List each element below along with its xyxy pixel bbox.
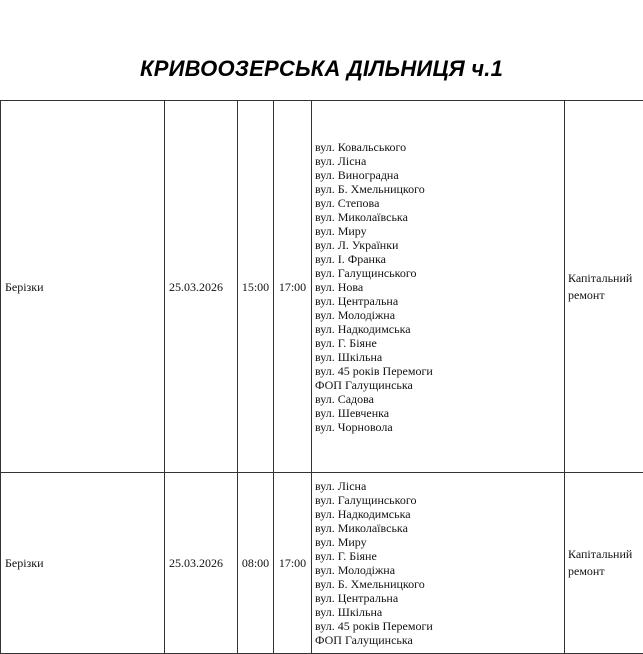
end-time-cell: 17:00	[274, 101, 312, 473]
start-time-cell: 15:00	[238, 101, 274, 473]
reason-cell	[565, 101, 643, 473]
street-item: вул. Центральна	[315, 294, 561, 308]
streets-cell	[312, 473, 565, 654]
street-item: вул. Миколаївська	[315, 210, 561, 224]
street-item: вул. Г. Біяне	[315, 549, 561, 563]
date-cell: 25.03.2026	[165, 473, 238, 654]
street-item: вул. 45 років Перемоги	[315, 619, 561, 633]
reason-line: ремонт	[568, 288, 605, 302]
street-item: вул. І. Франка	[315, 252, 561, 266]
street-item: вул. Лісна	[315, 479, 561, 493]
document-title: КРИВООЗЕРСЬКА ДІЛЬНИЦЯ ч.1	[0, 56, 643, 82]
street-item: вул. Шевченка	[315, 406, 561, 420]
street-item: вул. Галущинського	[315, 493, 561, 507]
street-item: вул. Миру	[315, 535, 561, 549]
outage-schedule-table	[0, 100, 643, 654]
street-item: вул. Галущинського	[315, 266, 561, 280]
start-time-cell: 08:00	[238, 473, 274, 654]
table-row	[1, 101, 643, 473]
street-item: вул. Степова	[315, 196, 561, 210]
street-item: вул. Чорновола	[315, 420, 561, 434]
street-item: вул. Миру	[315, 224, 561, 238]
street-item: вул. Г. Біяне	[315, 336, 561, 350]
streets-cell	[312, 101, 565, 473]
street-item: вул. Б. Хмельницкого	[315, 577, 561, 591]
street-item: вул. Нова	[315, 280, 561, 294]
reason-line: Капітальний	[568, 547, 632, 561]
street-item: ФОП Галущинська	[315, 378, 561, 392]
street-item: вул. Виноградна	[315, 168, 561, 182]
street-item: вул. Шкільна	[315, 605, 561, 619]
date-cell: 25.03.2026	[165, 101, 238, 473]
street-item: вул. Надкодимська	[315, 507, 561, 521]
end-time-cell: 17:00	[274, 473, 312, 654]
street-item: вул. Молодіжна	[315, 563, 561, 577]
street-item: вул. Б. Хмельницкого	[315, 182, 561, 196]
street-item: вул. Центральна	[315, 591, 561, 605]
street-item: ФОП Галущинська	[315, 633, 561, 647]
street-item: вул. Л. Українки	[315, 238, 561, 252]
street-item: вул. 45 років Перемоги	[315, 364, 561, 378]
street-item: вул. Лісна	[315, 154, 561, 168]
street-item: вул. Ковальського	[315, 140, 561, 154]
street-item: вул. Молодіжна	[315, 308, 561, 322]
reason-line: ремонт	[568, 564, 605, 578]
reason-line: Капітальний	[568, 271, 632, 285]
street-item: вул. Миколаївська	[315, 521, 561, 535]
street-item: вул. Надкодимська	[315, 322, 561, 336]
table-row	[1, 473, 643, 654]
street-item: вул. Шкільна	[315, 350, 561, 364]
street-item: вул. Садова	[315, 392, 561, 406]
reason-cell	[565, 473, 643, 654]
location-cell: Берізки	[1, 473, 165, 654]
location-cell: Берізки	[1, 101, 165, 473]
